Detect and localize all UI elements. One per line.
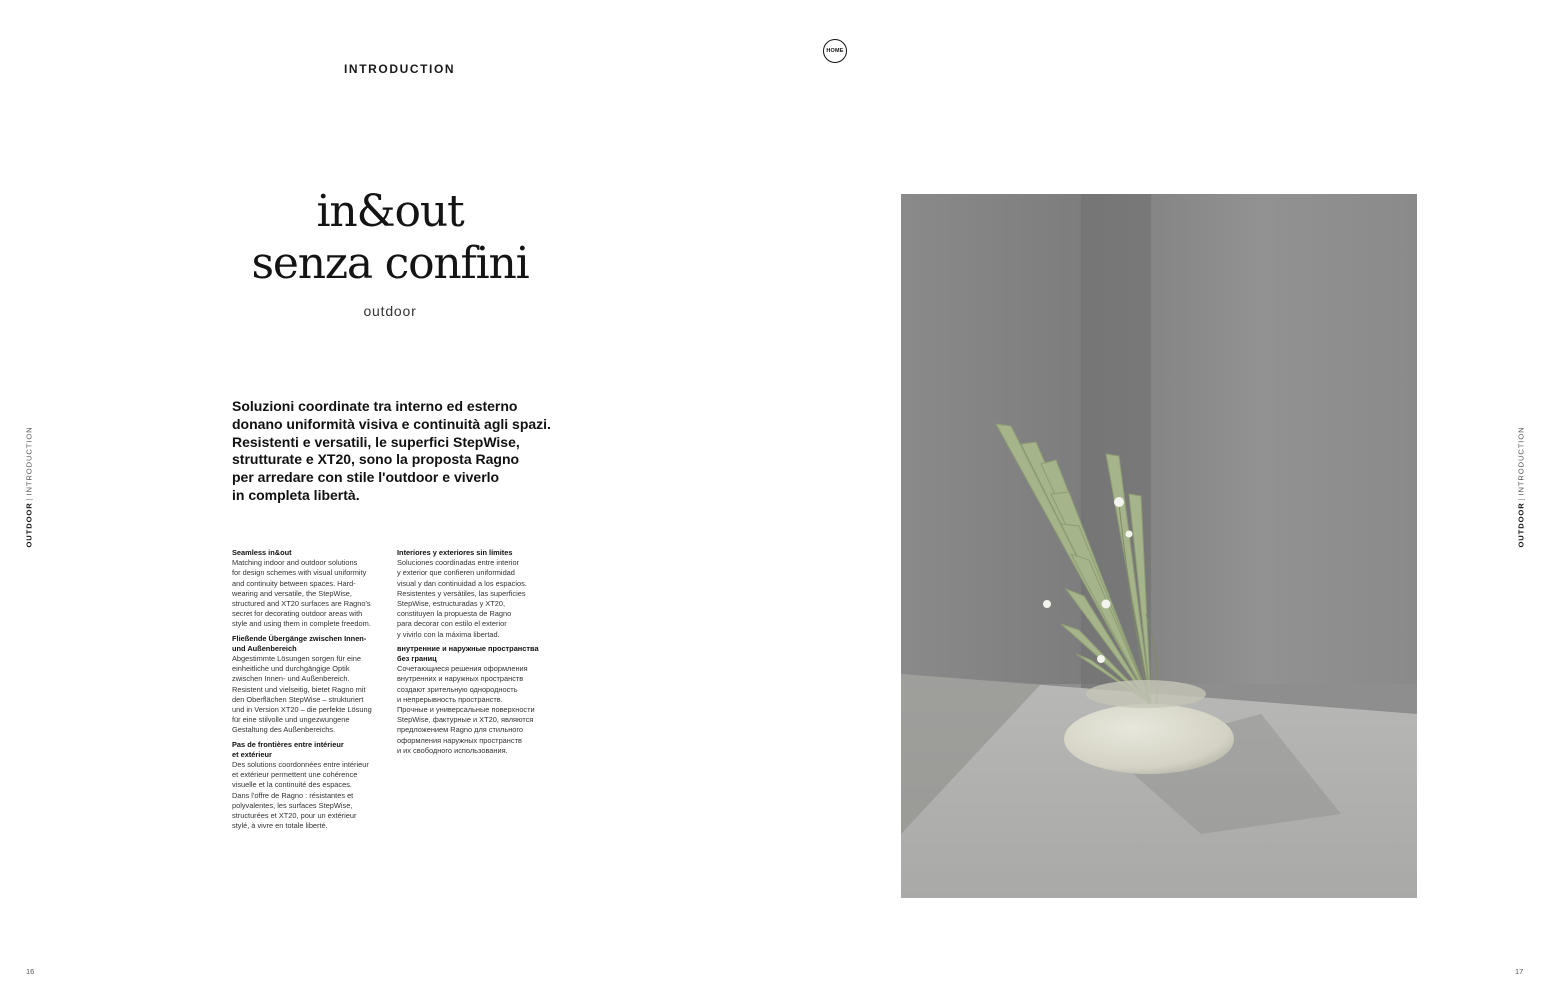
text-block (232, 740, 387, 832)
bowl-rim (1086, 680, 1206, 708)
text-block (397, 548, 557, 640)
body-line: StepWise, estructuradas y XT20, (397, 599, 506, 609)
side-tab-section: OUTDOOR (1516, 502, 1526, 548)
side-tab-subsection: INTRODUCTION (1516, 426, 1526, 496)
body-line: Des solutions coordonnées entre intérieur (232, 760, 369, 770)
heading-line: Seamless in&out (232, 548, 292, 557)
lead-line: in completa libertà. (232, 486, 360, 503)
body-line: Gestaltung des Außenbereichs. (232, 725, 336, 735)
text-block-heading (232, 740, 387, 760)
text-block-body (397, 664, 557, 756)
photo-illustration (901, 194, 1417, 898)
body-line: visual y dan continuidad a los espacios. (397, 578, 527, 588)
text-block (397, 644, 557, 756)
text-block-heading (397, 644, 557, 664)
body-line: предложением Ragno для стильного (397, 725, 524, 735)
body-line: and continuity between spaces. Hard- (232, 578, 356, 588)
body-line: wearing and versatile, the StepWise, (232, 588, 352, 598)
title-line-1: in&out (316, 186, 464, 237)
body-line: for design schemes with visual uniformity (232, 568, 367, 578)
body-line: für eine stilvolle und ungezwungene (232, 715, 350, 725)
body-line: Matching indoor and outdoor solutions (232, 558, 358, 568)
heading-line: внутренние и наружные пространства (397, 643, 539, 653)
text-block (232, 548, 387, 630)
body-line: und in Version XT20 – die perfekte Lösung (232, 705, 372, 715)
body-line: y vivirlo con la máxima libertad. (397, 629, 500, 639)
heading-line: Pas de frontières entre intérieur (232, 739, 344, 749)
body-line: Resistentes y versátiles, las superficies (397, 588, 526, 598)
heading-line: et extérieur (232, 749, 272, 759)
body-line: para decorar con estilo el exterior (397, 619, 507, 629)
text-column-left (232, 548, 387, 835)
body-line: и непрерывность пространств. (397, 694, 503, 704)
lead-paragraph (232, 398, 572, 505)
body-line: secret for decorating outdoor areas with (232, 609, 363, 619)
text-block-body (232, 760, 387, 831)
body-line: Soluciones coordinadas entre interior (397, 558, 520, 568)
body-line: den Oberflächen StepWise – strukturiert (232, 694, 364, 704)
body-line: zwischen Innen- und Außenbereich. (232, 674, 350, 684)
body-line: et extérieur permettent une cohérence (232, 770, 358, 780)
side-tab-right (1517, 426, 1526, 547)
heading-line: Interiores y exteriores sin límites (397, 548, 513, 557)
body-line: Resistent und vielseitig, bietet Ragno mit (232, 684, 366, 694)
title-line-2: senza confini (251, 238, 529, 289)
body-line: и их свободного использования. (397, 745, 508, 755)
text-block-heading (232, 548, 387, 558)
heading-line: Fließende Übergänge zwischen Innen- (232, 633, 367, 643)
page-number-left: 16 (26, 967, 35, 976)
lead-line: donano uniformità visiva e continuità agli spazi. (232, 415, 551, 432)
page-number-right: 17 (1515, 967, 1524, 976)
body-line: Dans l'offre de Ragno : résistantes et (232, 790, 354, 800)
text-block-heading (232, 634, 387, 654)
lead-line: strutturate e XT20, sono la proposta Ragno (232, 451, 520, 468)
side-tab-section: OUTDOOR (24, 502, 34, 548)
lead-line: Resistenti e versatili, le superfici StepWise, (232, 433, 520, 450)
bowl (1064, 704, 1234, 774)
body-line: constituyen la propuesta de Ragno (397, 609, 512, 619)
body-line: Прочные и универсальные поверхности (397, 705, 535, 715)
text-block (232, 634, 387, 736)
section-label: INTRODUCTION (344, 62, 456, 76)
side-tab-subsection: INTRODUCTION (24, 426, 34, 496)
lead-line: Soluzioni coordinate tra interno ed esterno (232, 398, 518, 414)
side-tab-separator: | (1516, 497, 1526, 501)
body-line: polyvalentes, les surfaces StepWise, (232, 800, 353, 810)
body-line: внутренних и наружных пространств (397, 674, 524, 684)
body-line: structurées et XT20, pour un extérieur (232, 811, 357, 821)
body-line: Abgestimmte Lösungen sorgen für eine (232, 654, 362, 664)
wall (901, 194, 1417, 684)
body-line: einheitliche und durchgängige Optik (232, 664, 350, 674)
text-block-heading (397, 548, 557, 558)
body-line: structured and XT20 surfaces are Ragno's (232, 599, 371, 609)
body-line: visuelle et la continuité des espaces. (232, 780, 352, 790)
lead-line: per arredare con stile l'outdoor e viverlo (232, 469, 500, 486)
body-line: Сочетающиеся решения оформления (397, 664, 528, 674)
body-line: StepWise, фактурные и XT20, являются (397, 715, 534, 725)
body-line: stylé, à vivre en totale liberté. (232, 821, 328, 831)
plant-in-bowl-photo (901, 194, 1417, 898)
heading-line: und Außenbereich (232, 643, 297, 653)
text-block-body (232, 654, 387, 736)
body-line: style and using them in complete freedom. (232, 619, 371, 629)
page-title (200, 186, 580, 290)
text-column-right (397, 548, 557, 760)
body-line: оформления наружных пространств (397, 735, 522, 745)
home-button[interactable]: HOME (823, 39, 847, 63)
heading-line: без границ (397, 654, 437, 664)
side-tab-separator: | (24, 497, 34, 501)
body-line: создают зрительную однородность (397, 684, 518, 694)
text-block-body (397, 558, 557, 640)
side-tab-left (25, 426, 34, 547)
text-block-body (232, 558, 387, 629)
body-line: y exterior que confieren uniformidad (397, 568, 515, 578)
page-subtitle: outdoor (363, 303, 417, 319)
